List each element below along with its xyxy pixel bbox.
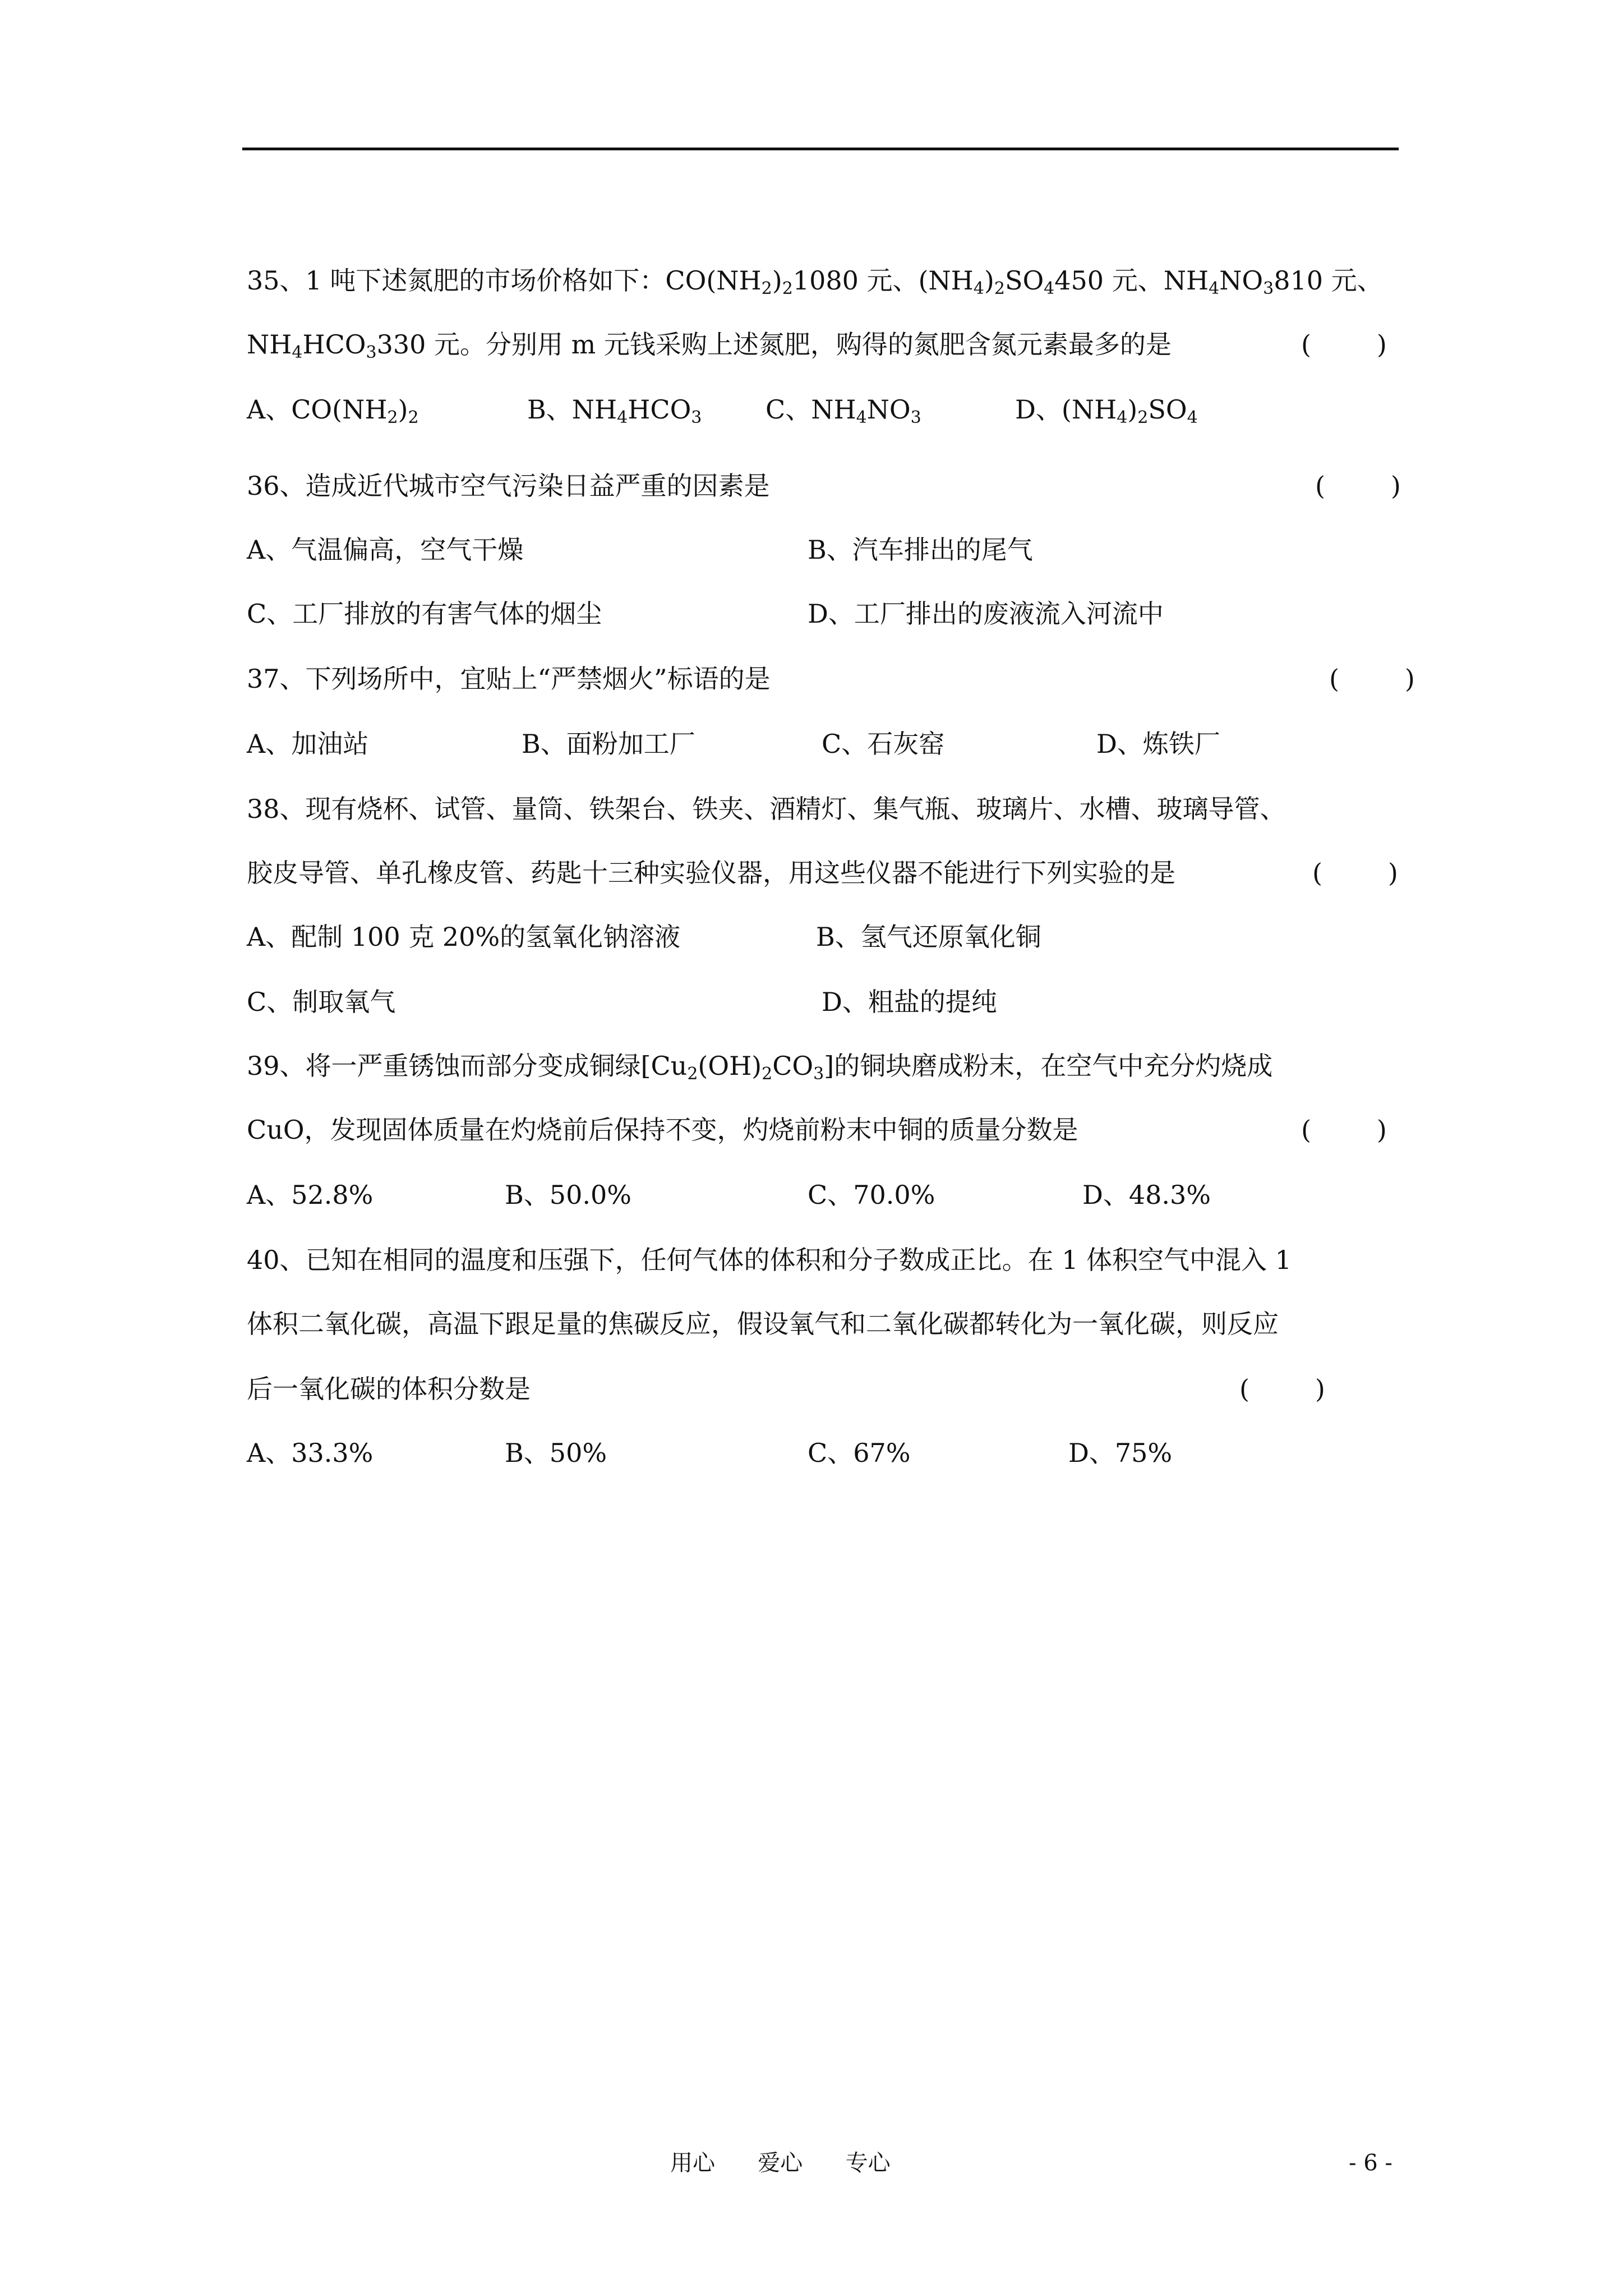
q39-answer-blank: ( ) [1301,1115,1387,1145]
q37-option-d: D、炼铁厂 [1096,729,1220,759]
q35-option-d: D、$(NH_4)_2SO_4$ [1015,394,1198,427]
q38-option-c: C、制取氧气 [247,987,396,1017]
q40-option-b: B、50% [505,1438,607,1468]
q40-option-d: D、75% [1068,1438,1173,1468]
q40-answer-blank: ( ) [1239,1374,1325,1404]
q36-answer-blank: ( ) [1315,471,1401,501]
q40-stem-line2: 体积二氧化碳，高温下跟足量的焦碳反应，假设氧气和二氧化碳都转化为一氧化碳，则反应 [247,1309,1279,1339]
q38-stem-line1: 38、现有烧杯、试管、量筒、铁架台、铁夹、酒精灯、集气瓶、玻璃片、水槽、玻璃导管、 [247,794,1286,824]
q40-stem-line3: 后一氧化碳的体积分数是 [247,1374,531,1404]
header-rule [242,148,1399,150]
q38-answer-blank: ( ) [1312,858,1398,888]
q40-stem-line1: 40、已知在相同的温度和压强下，任何气体的体积和分子数成正比。在 1 体积空气中混入 1 [247,1245,1292,1275]
q37-option-c: C、石灰窑 [822,729,945,759]
q35-stem-line2: $NH_4HCO_3330$ 元。分别用 m 元钱采购上述氮肥，购得的氮肥含氮元素最多的是 [247,329,1172,362]
q36-stem: 36、造成近代城市空气污染日益严重的因素是 [247,471,770,501]
q37-option-a: A、加油站 [247,729,369,759]
q37-stem: 37、下列场所中，宜贴上“严禁烟火”标语的是 [247,664,771,694]
page-number: - 6 - [1349,2150,1393,2176]
q38-option-b: B、氢气还原氧化铜 [816,922,1041,952]
q39-option-d: D、48.3% [1082,1180,1211,1210]
q39-stem-line2: CuO，发现固体质量在灼烧前后保持不变，灼烧前粉末中铜的质量分数是 [247,1115,1078,1145]
footer-motto: 用心 爱心 专心 [670,2150,891,2176]
q35-option-b: B、$NH_4HCO_3$ [527,394,702,427]
q35-answer-blank: ( ) [1301,329,1387,360]
q36-option-b: B、汽车排出的尾气 [808,535,1033,565]
q38-stem-line2: 胶皮导管、单孔橡皮管、药匙十三种实验仪器，用这些仪器不能进行下列实验的是 [247,858,1175,888]
q36-option-d: D、工厂排出的废液流入河流中 [808,599,1164,629]
q38-option-a: A、配制 100 克 20%的氢氧化钠溶液 [247,922,681,952]
q36-option-a: A、气温偏高，空气干燥 [247,535,524,565]
q39-option-b: B、50.0% [505,1180,631,1210]
q38-option-d: D、粗盐的提纯 [822,987,997,1017]
q40-option-c: C、67% [808,1438,911,1468]
q35-stem-line1: 35、1 吨下述氮肥的市场价格如下：$CO(NH_2)_21080$ 元、$(NH_4)_2SO_4450$ 元、$NH_4NO_3810$ 元、 [247,265,1383,298]
q36-option-c: C、工厂排放的有害气体的烟尘 [247,599,602,629]
q35-option-a: A、$CO(NH_2)_2$ [247,394,419,427]
q39-stem-line1: 39、将一严重锈蚀而部分变成铜绿$[Cu_2(OH)_2CO_3]$的铜块磨成粉末，在空气中充分灼烧成 [247,1051,1273,1084]
q35-option-c: C、$NH_4NO_3$ [766,394,921,427]
q39-option-a: A、52.8% [247,1180,374,1210]
q37-option-b: B、面粉加工厂 [522,729,695,759]
q39-option-c: C、70.0% [808,1180,935,1210]
q37-answer-blank: ( ) [1329,664,1415,694]
q40-option-a: A、33.3% [247,1438,374,1468]
